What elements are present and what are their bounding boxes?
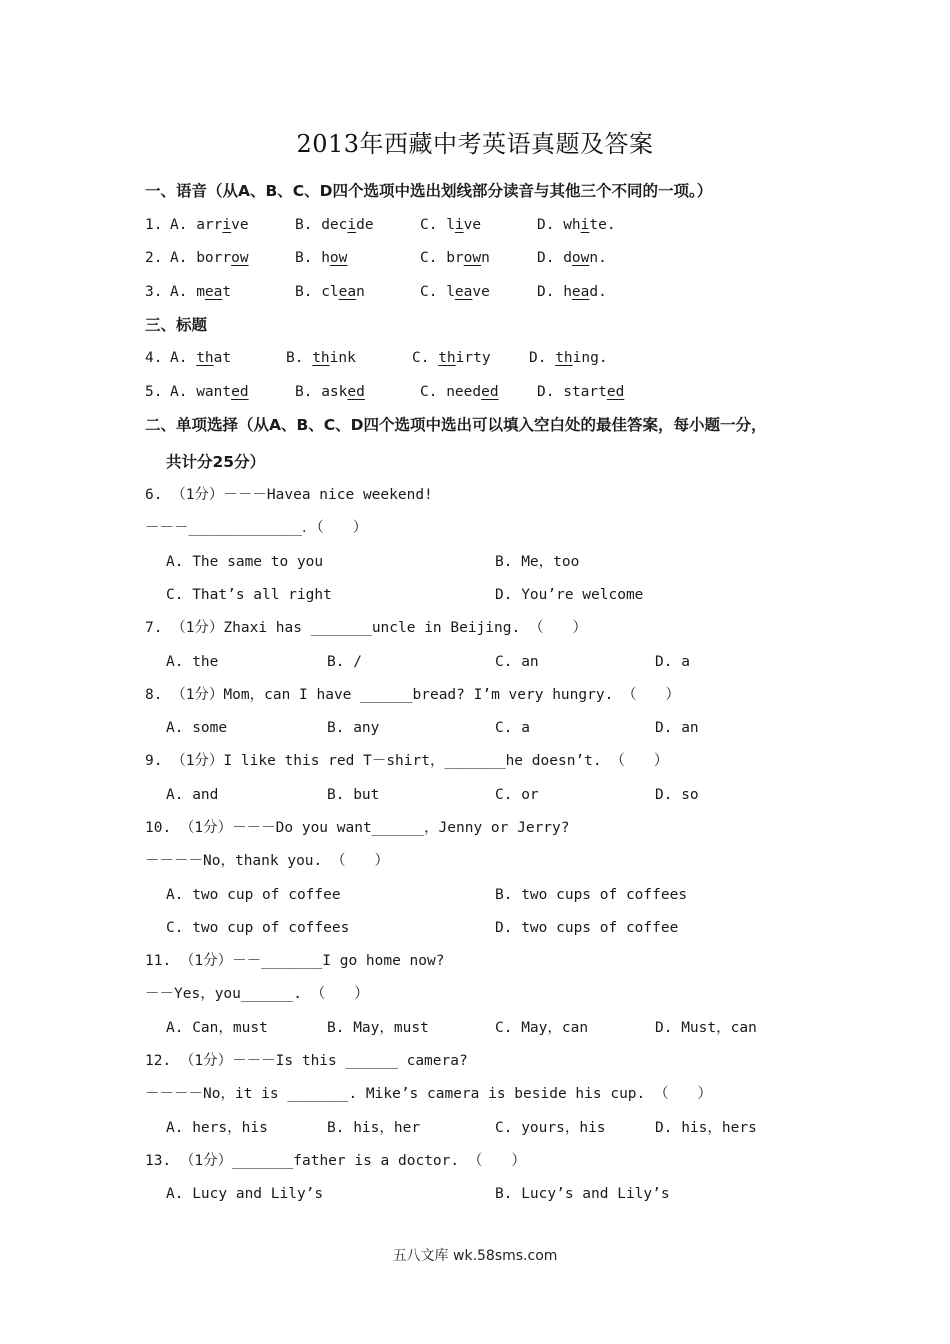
question-10-stem: 10. （1分）－－－Do you want______，Jenny or Jerry? [145,820,570,836]
footer-watermark: 五八文库 wk.58sms.com [392,1248,558,1264]
option-a: A. wanted [170,384,249,400]
option-b: B. asked [295,384,365,400]
question-12-options: A. hers，his B. his，her C. yours，his D. his，hers [166,1120,757,1136]
option-c: C. brown [420,250,490,266]
section-heading-multiple-choice: 二、单项选择（从A、B、C、D四个选项中选出可以填入空白处的最佳答案，每小题一分， [145,416,767,434]
section-heading-multiple-choice-line2: 共计分25分） [166,453,266,471]
question-13-stem: 13. （1分）_______father is a doctor. （ ） [145,1153,526,1169]
option-a: A. arrive [170,217,249,233]
option-b: B. clean [295,284,365,300]
question-9-options: A. and B. but C. or D. so [166,787,699,803]
question-1: 1. A. arrive B. decide C. live D. white. [0,213,950,237]
option-d: D. white. [537,217,616,233]
option-d: D. thing. [529,350,608,366]
option-a: A. borrow [170,250,249,266]
question-6-options-cd: C. That’s all right D. You’re welcome [166,587,644,603]
question-10-stem2: －－－－No，thank you. （ ） [145,853,389,869]
question-9-stem: 9. （1分）I like this red T－shirt，_______he doesn’t. （ ） [145,753,669,769]
question-11-stem2: －－Yes，you______. （ ） [145,986,369,1002]
section-heading-title: 三、标题 [145,316,208,334]
option-c: C. leave [420,284,490,300]
question-8-stem: 8. （1分）Mom，can I have ______bread? I’m very hungry. （ ） [145,687,681,703]
option-a: A. meat [170,284,232,300]
question-12-stem: 12. （1分）－－－Is this ______ camera? [145,1053,468,1069]
question-13-options-ab: A. Lucy and Lily’s B. Lucy’s and Lily’s [166,1186,670,1202]
question-3: 3. A. meat B. clean C. leave D. head. [0,280,950,304]
question-6-stem2: －－－_____________．（ ） [145,520,368,536]
question-10-options-ab: A. two cup of coffee B. two cups of coffees [166,887,688,903]
question-11-options: A. Can，must B. May，must C. May，can D. Must，can [166,1020,757,1036]
question-4: 4. A. that B. think C. thirty D. thing. [0,346,950,370]
question-6-options-ab: A. The same to you B. Me，too [166,554,580,570]
question-10-options-cd: C. two cup of coffees D. two cups of coffee [166,920,679,936]
question-7-options: A. the B. / C. an D. a [166,654,690,670]
question-5: 5. A. wanted B. asked C. needed D. started [0,380,950,404]
option-a: A. that [170,350,232,366]
option-c: C. needed [420,384,499,400]
option-b: B. think [286,350,356,366]
option-c: C. thirty [412,350,491,366]
question-11-stem: 11. （1分）－－_______I go home now? [145,953,445,969]
question-7-stem: 7. （1分）Zhaxi has _______uncle in Beijing. （ ） [145,620,587,636]
option-d: D. head. [537,284,607,300]
section-heading-phonetics: 一、语音（从A、B、C、D四个选项中选出划线部分读音与其他三个不同的一项。） [145,182,713,200]
question-2: 2. A. borrow B. how C. brown D. down. [0,246,950,270]
option-c: C. live [420,217,482,233]
question-8-options: A. some B. any C. a D. an [166,720,699,736]
document-title: 2013年西藏中考英语真题及答案 [296,130,654,158]
option-d: D. down. [537,250,607,266]
option-b: B. how [295,250,348,266]
question-12-stem2: －－－－No，it is _______. Mike’s camera is beside his cup. （ ） [145,1086,712,1102]
option-b: B. decide [295,217,374,233]
question-6-stem: 6. （1分）－－－Havea nice weekend! [145,487,433,503]
option-d: D. started [537,384,625,400]
